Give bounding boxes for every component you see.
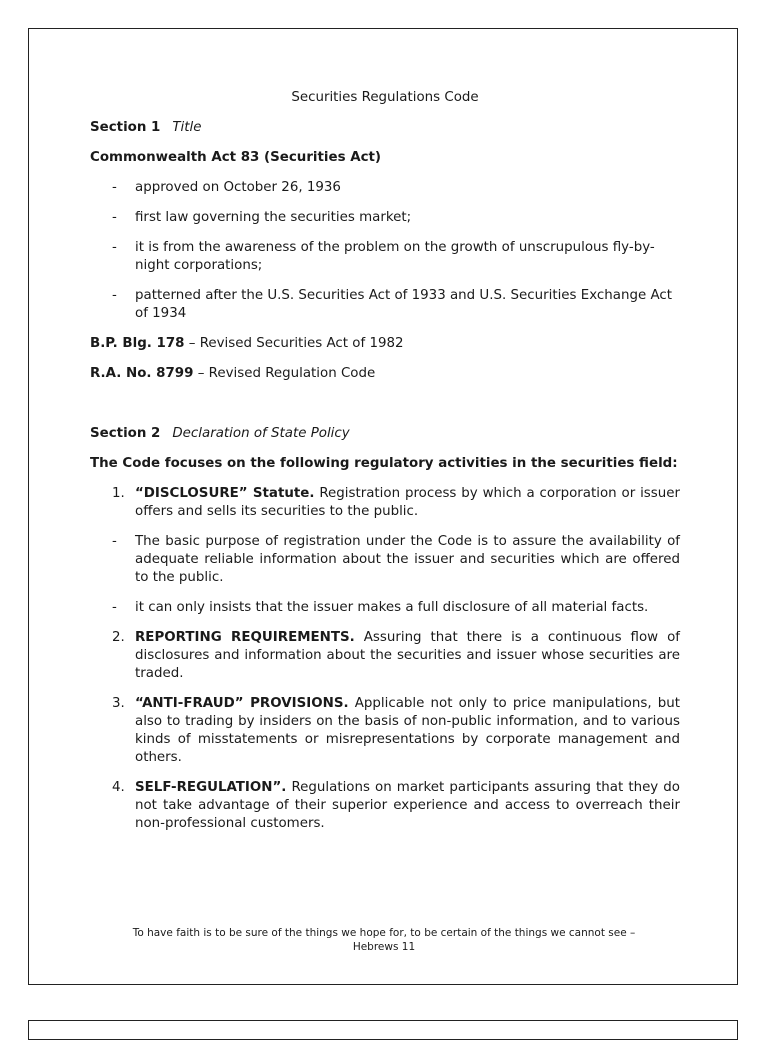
list-item: - patterned after the U.S. Securities Act of 1933 and U.S. Securities Exchange Act of 1934 xyxy=(90,287,680,323)
list-item: - approved on October 26, 1936 xyxy=(90,179,680,197)
page-footer xyxy=(89,926,679,954)
act-bullet-list xyxy=(90,179,680,323)
item-number: 4. xyxy=(112,780,125,795)
section2-label: Section 2 xyxy=(90,426,161,441)
law-desc: – Revised Regulation Code xyxy=(193,366,376,381)
law-desc: – Revised Securities Act of 1982 xyxy=(184,336,404,351)
section2-name: Declaration of State Policy xyxy=(172,426,350,441)
disclosure-note: - it can only insists that the issuer makes a full disclosure of all material facts. xyxy=(90,599,680,617)
law-name: R.A. No. 8799 xyxy=(90,366,194,381)
document-title: Securities Regulations Code xyxy=(291,90,479,105)
document-page xyxy=(28,28,738,985)
item-heading: “ANTI-FRAUD” PROVISIONS. xyxy=(135,696,349,711)
item-number: 3. xyxy=(112,696,125,711)
law-name: B.P. Blg. 178 xyxy=(90,336,185,351)
law-bp-blg-178 xyxy=(90,335,680,353)
section2-intro: The Code focuses on the following regulatory activities in the securities field: xyxy=(90,456,678,471)
regulatory-item-disclosure xyxy=(90,485,680,521)
section-spacer xyxy=(90,395,680,425)
next-page-edge xyxy=(28,1020,738,1040)
item-text: Registration process by which a corporation or issuer offers and sells its securities to the public. xyxy=(135,486,680,519)
regulatory-item-anti-fraud xyxy=(90,695,680,767)
item-number: 2. xyxy=(112,630,125,645)
item-text: Applicable not only to price manipulations, but also to trading by insiders on the basis of non-public information, and to various kinds of misstatements or misrepresentations by corporate management and others. xyxy=(135,696,681,765)
item-text: Assuring that there is a continuous flow of disclosures and information about the securities and issuer whose securities are traded. xyxy=(135,630,681,681)
item-heading: SELF-REGULATION”. xyxy=(135,780,287,795)
regulatory-item-reporting xyxy=(90,629,680,683)
list-item: - it is from the awareness of the problem on the growth of unscrupulous fly-by-night corporations; xyxy=(90,239,680,275)
section1-label: Section 1 xyxy=(90,120,161,135)
section1-heading xyxy=(90,119,680,137)
list-item: - first law governing the securities market; xyxy=(90,209,680,227)
item-heading: REPORTING REQUIREMENTS. xyxy=(135,630,355,645)
act-heading: Commonwealth Act 83 (Securities Act) xyxy=(90,150,382,165)
section1-name: Title xyxy=(172,120,202,135)
footer-quote: To have faith is to be sure of the things we hope for, to be certain of the things we cannot see – xyxy=(132,927,636,939)
regulatory-item-self-regulation xyxy=(90,779,680,833)
law-ra-8799 xyxy=(90,365,680,383)
disclosure-note: - The basic purpose of registration under the Code is to assure the availability of adequate reliable information about the issuer and securities which are offered to the public. xyxy=(90,533,680,587)
footer-citation: Hebrews 11 xyxy=(352,941,416,953)
item-heading: “DISCLOSURE” Statute. xyxy=(135,486,315,501)
item-number: 1. xyxy=(112,486,125,501)
section2-heading xyxy=(90,425,680,443)
item-text: Regulations on market participants assuring that they do not take advantage of their superior experience and access to overreach their non-professional customers. xyxy=(135,780,680,831)
page-content xyxy=(90,89,680,845)
